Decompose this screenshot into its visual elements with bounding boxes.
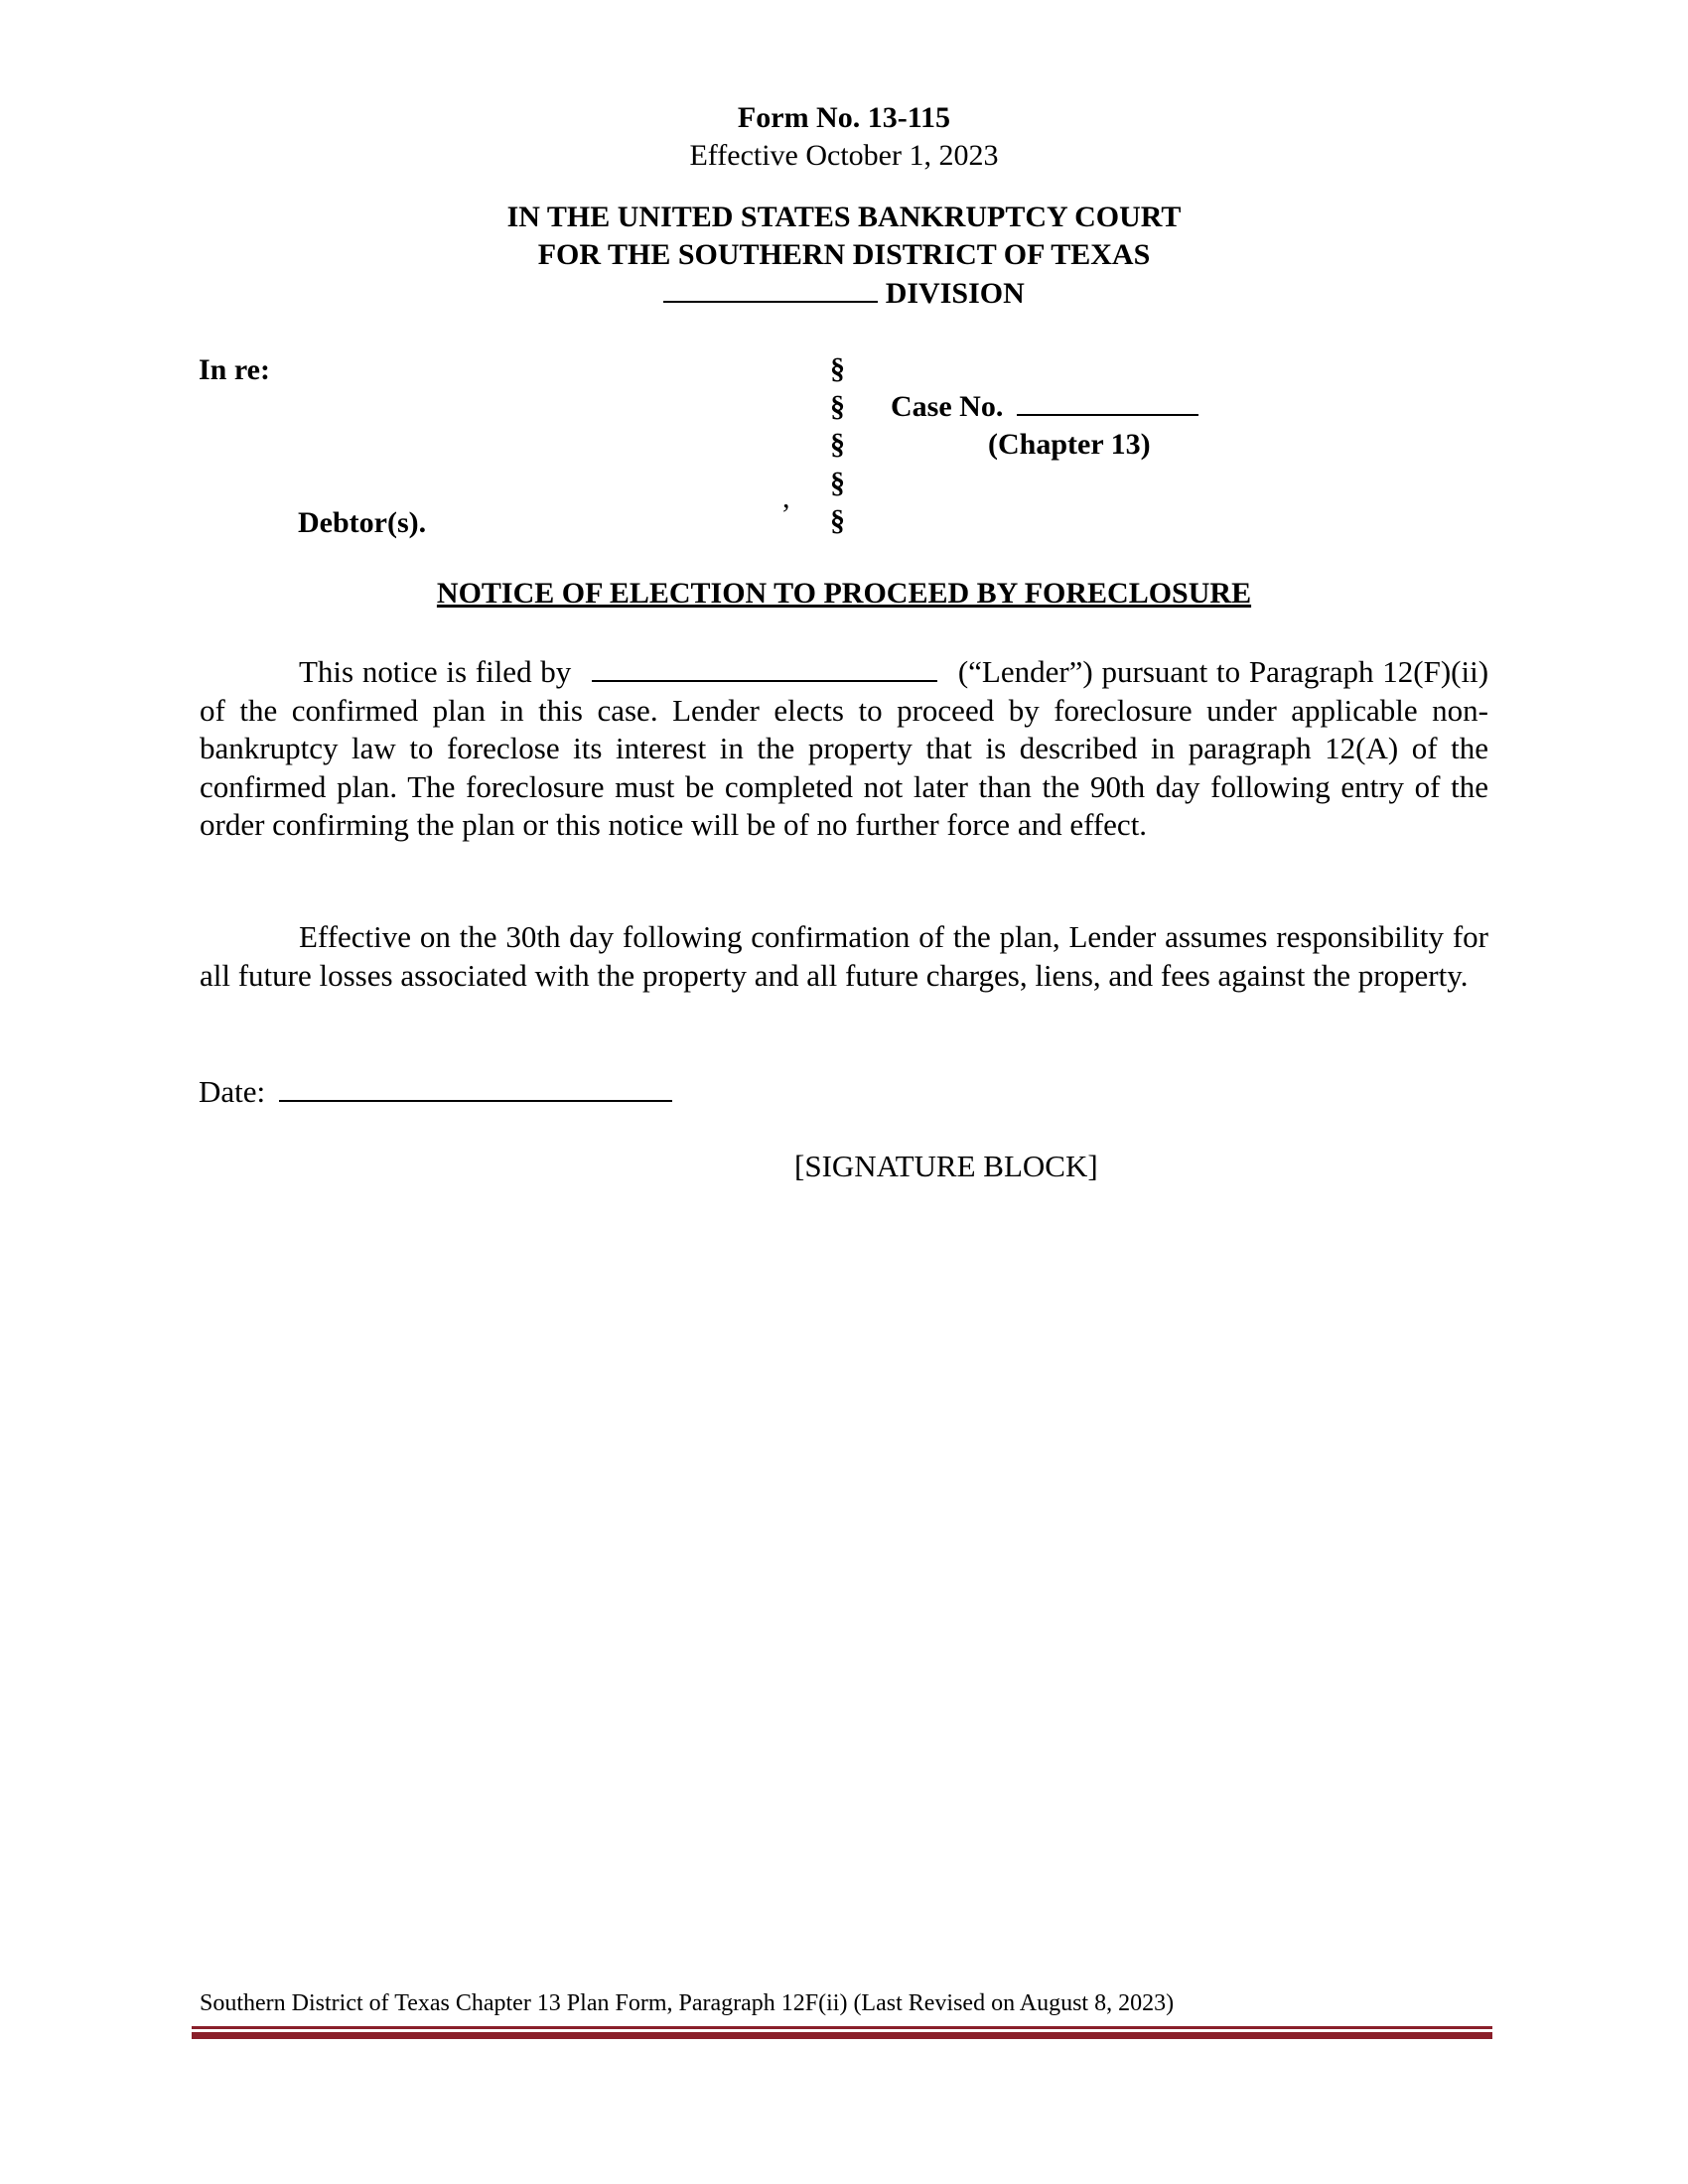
case-number-line [891, 390, 1198, 424]
paragraph-1-start: This notice is filed by [299, 654, 572, 689]
court-line-2: FOR THE SOUTHERN DISTRICT OF TEXAS [537, 238, 1151, 271]
debtors-label: Debtor(s). [298, 506, 427, 539]
court-line-1: IN THE UNITED STATES BANKRUPTCY COURT [506, 201, 1182, 233]
paragraph-1-rest: (“Lender”) pursuant to Paragraph 12(F)(ii) of the confirmed plan in this case. Lender elects to proceed by foreclosure under applicable non-bankruptcy law to foreclose its interest in the property that is described in paragraph 12(A) of the confirmed plan. The foreclosure must be completed not later than the 90th day following entry of the order confirming the plan or this notice will be of no further force and effect. [200, 654, 1489, 842]
effective-date: Effective October 1, 2023 [689, 139, 999, 172]
case-number-label: Case No. [891, 390, 1004, 423]
notice-paragraph-2 [200, 918, 1488, 995]
section-symbol: § [830, 504, 845, 537]
date-label: Date: [199, 1074, 266, 1109]
paragraph-2-text: Effective on the 30th day following confirmation of the plan, Lender assumes responsibility for all future losses associated with the property and all future charges, liens, and fees against the property. [200, 919, 1488, 993]
division-label: DIVISION [885, 277, 1025, 310]
division-line [0, 277, 1688, 311]
date-line [199, 1074, 672, 1110]
section-symbol: § [830, 467, 845, 499]
division-blank[interactable] [663, 301, 878, 303]
chapter-label: (Chapter 13) [988, 428, 1151, 461]
case-number-blank[interactable] [1017, 414, 1198, 416]
notice-paragraph-1 [200, 653, 1488, 845]
lender-name-blank[interactable] [592, 680, 937, 682]
section-symbol: § [830, 390, 845, 423]
section-symbol: § [830, 428, 845, 461]
date-blank[interactable] [279, 1100, 672, 1102]
footer-text: Southern District of Texas Chapter 13 Plan Form, Paragraph 12F(ii) (Last Revised on August 8, 2023) [200, 1990, 1175, 2016]
footer-rule-thin [192, 2026, 1492, 2029]
section-symbol: § [830, 352, 845, 385]
form-number: Form No. 13-115 [737, 101, 951, 134]
caption-comma: , [782, 481, 790, 514]
notice-title: NOTICE OF ELECTION TO PROCEED BY FORECLOSURE [436, 577, 1252, 610]
footer-rule-thick [192, 2032, 1492, 2039]
signature-block: [SIGNATURE BLOCK] [794, 1149, 1098, 1183]
in-re-label: In re: [199, 353, 270, 386]
